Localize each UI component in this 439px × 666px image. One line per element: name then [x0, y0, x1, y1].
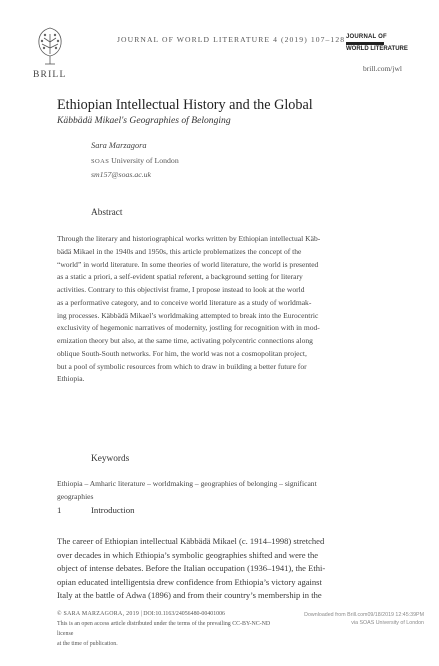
keywords-line: geographies	[57, 491, 94, 501]
download-line-2: via SOAS University of London	[351, 620, 424, 626]
affiliation-name: University of London	[109, 156, 179, 165]
body-line: opian educated intelligentsia drew confidence from Ethiopia’s victory against	[57, 576, 322, 587]
abstract-line: activities. Contrary to this objectivist frame, I propose instead to look at the world	[57, 285, 305, 294]
doi-link[interactable]: | DOI:10.1163/24056480-00401006	[139, 611, 225, 617]
section-number: 1	[57, 505, 62, 515]
download-notice	[298, 611, 424, 627]
running-head: JOURNAL OF WORLD LITERATURE 4 (2019) 107–128	[117, 35, 346, 44]
affiliation-abbrev: SOAS	[91, 158, 110, 165]
author-affiliation	[91, 156, 179, 165]
journal-logo-line1: JOURNAL OF	[346, 34, 387, 40]
body-line: Italy at the battle of Adwa (1896) and from their country’s membership in the	[57, 590, 322, 600]
section-body	[57, 535, 385, 603]
copyright-notice: © SARA MARZAGORA, 2019	[57, 611, 140, 617]
body-line: object of intense debates. Before the Italian occupation (1936–1941), the Ethi-	[57, 563, 326, 573]
body-line: over decades in which Ethiopia’s symbolic geographies shifted and were the	[57, 549, 319, 560]
abstract-line: as a static a priori, a self-evident spatial referent, a background setting for literary	[57, 272, 303, 282]
journal-logo	[346, 34, 410, 53]
article-subtitle: Käbbädä Mikael's Geographies of Belonging	[57, 115, 231, 126]
license-line-2: at the time of publication.	[57, 641, 118, 647]
author-email-link[interactable]: sm157@soas.ac.uk	[91, 170, 152, 179]
abstract-line: Ethiopia.	[57, 374, 85, 384]
abstract-line: but a pool of symbolic resources from which to draw in building a better future for	[57, 361, 307, 371]
brill-logo-icon	[32, 24, 68, 68]
abstract-line: “world” in world literature. In some theories of world literature, the world is presented	[57, 259, 319, 269]
journal-logo-line2: WORLD LITERATURE	[346, 46, 408, 52]
abstract-line: ernization theory but also, at the same time, activating polycentric connections along	[57, 336, 313, 345]
abstract-line: bädä Mikael in the 1940s and 1950s, this article problematizes the concept of the	[57, 246, 302, 256]
download-line-1: Downloaded from Brill.com09/18/2019 12:45:39PM	[304, 612, 424, 618]
keywords-heading: Keywords	[91, 454, 130, 464]
section-title: Introduction	[91, 505, 135, 515]
article-title: Ethiopian Intellectual History and the Global	[57, 97, 313, 113]
abstract-line: exclusivity of hegemonic narratives of modernity, jostling for recognition with in mod-	[57, 323, 320, 333]
journal-logo-bar	[346, 42, 384, 45]
abstract-line: ing processes. Käbbädä Mikael’s worldmaking attempted to break into the Eurocentric	[57, 310, 319, 320]
copyright-footer	[57, 609, 287, 649]
abstract-line: as a performative category, and to conceive world literature as a study of worldmak-	[57, 297, 312, 307]
abstract-line: oblique South-South networks. For him, the world was not a cosmopolitan project,	[57, 348, 307, 358]
abstract-heading: Abstract	[91, 208, 123, 218]
keywords-line: Ethiopia – Amharic literature – worldmaking – geographies of belonging – significant	[57, 479, 317, 488]
journal-url-link[interactable]: brill.com/jwl	[363, 64, 402, 73]
footer-line-1	[57, 609, 287, 619]
license-line: This is an open access article distributed under the terms of the prevailing CC-BY-NC-ND license	[57, 621, 271, 637]
abstract-line: Through the literary and historiographical works written by Ethiopian intellectual Käb-	[57, 234, 321, 243]
abstract-body	[57, 233, 385, 386]
body-line: The career of Ethiopian intellectual Käbbädä Mikael (c. 1914–1998) stretched	[57, 536, 325, 546]
publisher-name: BRILL	[33, 70, 67, 80]
author-name: Sara Marzagora	[91, 141, 147, 150]
keywords-list	[57, 478, 387, 503]
